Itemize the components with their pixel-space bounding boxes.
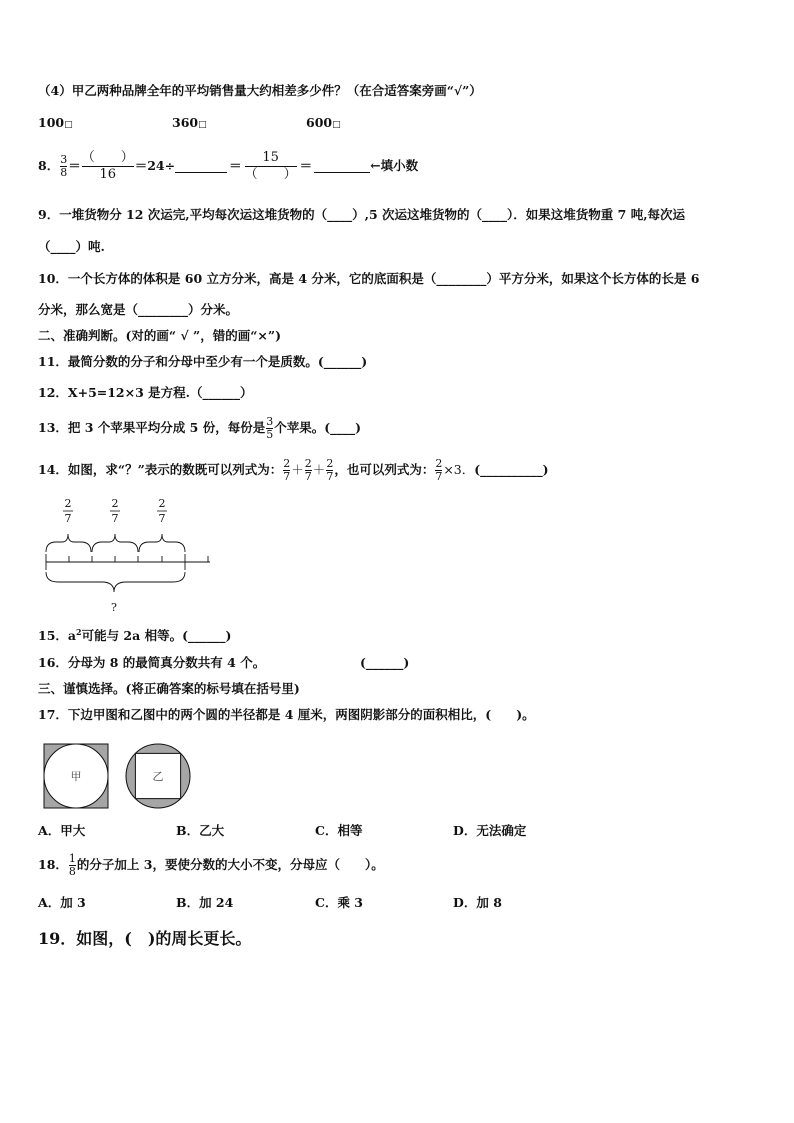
q11-question: 11．最简分数的分子和分母中至少有一个是质数。(______) bbox=[38, 354, 368, 369]
q13-fraction: $\frac{3}{5}$ bbox=[266, 414, 274, 441]
q17-option-b: B．乙大 bbox=[176, 823, 225, 838]
q10-line-2: 分米，那么宽是（________）分米。 bbox=[38, 302, 239, 317]
q14-fig-den-2: 7 bbox=[111, 512, 119, 525]
q4-option-3: 600□ bbox=[306, 115, 341, 130]
q14-answer-blank: (__________) bbox=[474, 462, 549, 477]
q14-text-mid: ，也可以列式为： bbox=[334, 462, 435, 477]
q14-fig-num-2: 2 bbox=[111, 497, 119, 510]
q14-fig-num-3: 2 bbox=[158, 497, 166, 510]
q14-segment-diagram bbox=[40, 494, 220, 619]
q13-question bbox=[38, 410, 361, 446]
q14-bottom-brace bbox=[46, 572, 185, 592]
q14-plus-1: ＋ bbox=[291, 462, 304, 477]
q18-number: 18． bbox=[38, 857, 68, 872]
q4-prefix: （4） bbox=[38, 83, 72, 98]
q17-option-c: C．相等 bbox=[315, 823, 363, 838]
q16-question bbox=[38, 654, 265, 672]
q8-hint: ←填小数 bbox=[370, 158, 419, 173]
q8-equals-1: ＝ bbox=[68, 158, 81, 173]
q18-option-b: B．加 24 bbox=[176, 895, 234, 910]
q8-number: 8． bbox=[38, 158, 60, 173]
q19-question: 19．如图，( )的周长更长。 bbox=[38, 929, 252, 948]
q14-fig-num-1: 2 bbox=[64, 497, 72, 510]
q17-label-yi: 乙 bbox=[152, 770, 164, 783]
q13-text-pre: 13．把 3 个苹果平均分成 5 份，每份是 bbox=[38, 420, 266, 435]
q18-text: 的分子加上 3，要使分数的大小不变，分母应（ ）。 bbox=[76, 857, 384, 872]
section-3-heading: 三、谨慎选择。(将正确答案的标号填在括号里) bbox=[38, 681, 300, 696]
q16-text: 16．分母为 8 的最简真分数共有 4 个。 bbox=[38, 655, 266, 670]
q14-text-pre: 14．如图，求“？”表示的数既可以列式为： bbox=[38, 462, 283, 477]
q18-option-d: D．加 8 bbox=[453, 895, 502, 910]
q8-question bbox=[38, 148, 418, 184]
q18-question bbox=[38, 846, 384, 884]
section-2-heading: 二、准确判断。(对的画“ √ ”，错的画“×”) bbox=[38, 328, 281, 343]
q14-fraction-a2: $\frac{2}{7}$ bbox=[304, 456, 312, 483]
q14-fraction-b: $\frac{2}{7}$ bbox=[435, 456, 443, 483]
q8-division: ＝24÷ bbox=[134, 158, 176, 173]
q8-fraction-2: $\frac{( )}{16}$ bbox=[81, 149, 134, 182]
q8-fraction-1: $\frac{3}{8}$ bbox=[60, 152, 68, 179]
q8-equals-3: ＝ bbox=[299, 158, 313, 173]
q14-times: ×3． bbox=[443, 462, 475, 477]
q8-equals-2: ＝ bbox=[229, 158, 242, 173]
q8-blank-1[interactable] bbox=[175, 160, 227, 173]
q18-option-a: A．加 3 bbox=[38, 895, 86, 910]
q17-question: 17．下边甲图和乙图中的两个圆的半径都是 4 厘米，两图阴影部分的面积相比，( )。 bbox=[38, 707, 535, 722]
q4-option-1: 100□ bbox=[38, 115, 73, 130]
q16-answer-blank: (______) bbox=[360, 655, 410, 670]
q9-line-2: （____）吨. bbox=[38, 239, 105, 254]
q14-fig-den-3: 7 bbox=[158, 512, 166, 525]
q15-question: 15．$a^2$可能与 2a 相等。(______) bbox=[38, 627, 232, 644]
q14-question bbox=[38, 452, 549, 488]
q12-question: 12．X+5=12×3 是方程.（______） bbox=[38, 385, 253, 400]
q17-option-a: A．甲大 bbox=[38, 823, 86, 838]
q4-text: 甲乙两种品牌全年的平均销售量大约相差多少件？（在合适答案旁画“√”） bbox=[71, 83, 482, 98]
q14-plus-2: ＋ bbox=[312, 462, 326, 477]
q4-option-2: 360□ bbox=[172, 115, 207, 130]
q14-top-brace-1 bbox=[46, 534, 91, 552]
q17-figure-jia bbox=[44, 744, 108, 808]
q14-top-brace-3 bbox=[139, 534, 185, 552]
q14-fig-den-1: 7 bbox=[64, 512, 72, 525]
q8-blank-2[interactable] bbox=[314, 160, 370, 173]
q14-top-brace-2 bbox=[92, 534, 138, 552]
q10-line-1: 10．一个长方体的体积是 60 立方分米，高是 4 分米，它的底面积是（________）平方分米，如果这个长方体的长是 6 bbox=[38, 271, 700, 286]
q8-fraction-3: $\frac{15}{( )}$ bbox=[244, 149, 297, 182]
q17-figure-yi bbox=[126, 744, 190, 808]
q13-text-post: 个苹果。(____) bbox=[274, 420, 362, 435]
q18-fraction: $\frac{1}{8}$ bbox=[68, 851, 76, 878]
q17-label-jia: 甲 bbox=[70, 770, 82, 783]
q9-line-1: 9．一堆货物分 12 次运完,平均每次运这堆货物的（____）,5 次运这堆货物的（____）．如果这堆货物重 7 吨,每次运 bbox=[38, 207, 686, 222]
q18-option-c: C．乘 3 bbox=[315, 895, 363, 910]
q14-question-mark: ? bbox=[111, 601, 117, 614]
q14-fraction-a3: $\frac{2}{7}$ bbox=[326, 456, 334, 483]
q17-option-d: D．无法确定 bbox=[453, 823, 527, 838]
q14-fraction-a1: $\frac{2}{7}$ bbox=[283, 456, 291, 483]
q4-sub-question bbox=[38, 82, 482, 100]
q17-figures bbox=[42, 742, 192, 810]
